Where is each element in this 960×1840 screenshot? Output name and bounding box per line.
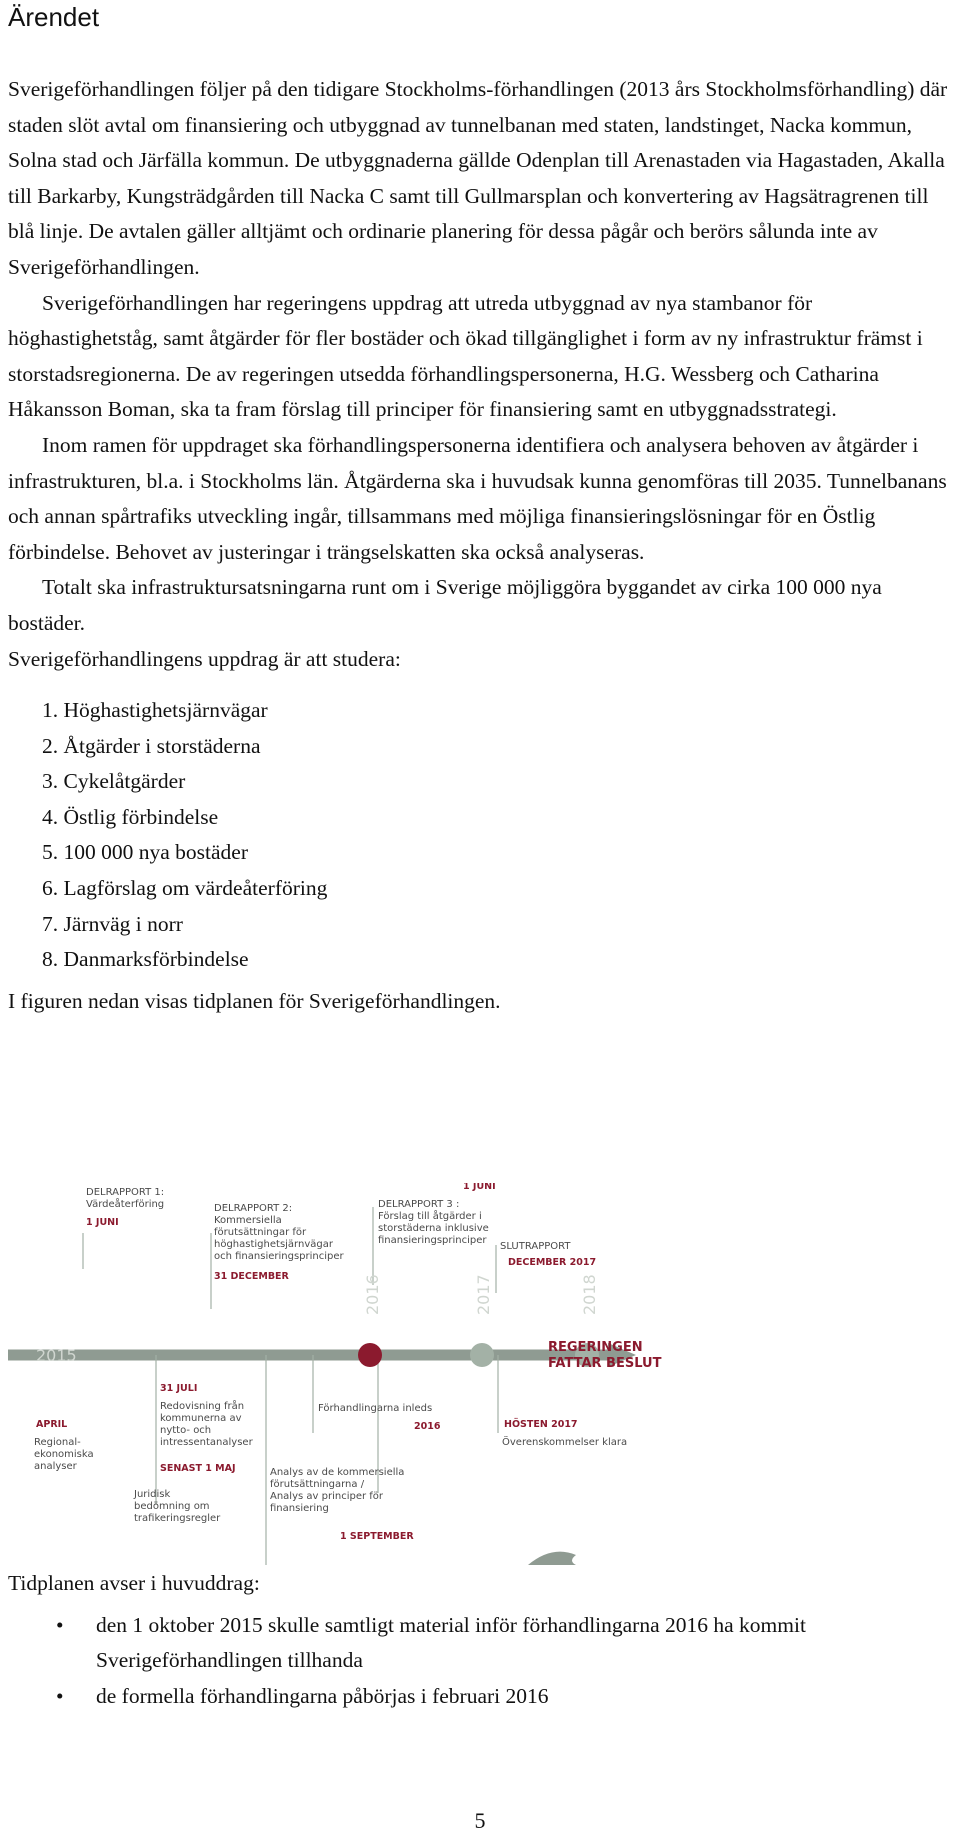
study-list [8,693,956,978]
list-item: 3. Cykelåtgärder [42,769,186,794]
list-item: 4. Östlig förbindelse [42,804,219,829]
forhandlingarna-label: Förhandlingarna inleds [318,1403,433,1414]
delrapport3-line: finansieringsprinciper [378,1235,487,1246]
juli-date: 31 JULI [160,1383,198,1394]
delrapport2-line: och finansieringsprinciper [214,1251,344,1262]
body-text [8,72,956,1019]
paragraph: Sverigeförhandlingen har regeringens uppdrag att utreda utbyggnad av nya stambanor för höghastighetståg, samt åtgärder för fler bostäder och ökad tillgänglighet i form av ny infrastruktur främst i storstadsregionerna. De av regeringen utsedda förhandlingspersonerna, H.G. Wessberg och Catharina Håkansson Boman, ska ta fram förslag till principer för finansiering samt en utbyggnadsstrategi. [8,290,923,422]
regional-line: analyser [34,1461,77,1472]
timeline-graphic [8,1183,680,1565]
paragraph: Totalt ska infrastruktursatsningarna runt om i Sverige möjliggöra byggandet av cirka 100 000 nya bostäder. [8,575,882,635]
list-item: 7. Järnväg i norr [42,911,183,936]
bullet-symbol: • [56,1683,64,1708]
delrapport1-title: DELRAPPORT 1: [86,1187,165,1198]
analys-line: Analys av principer för [270,1491,384,1502]
april-date: APRIL [36,1419,68,1430]
timeline-node-2016 [358,1343,382,1367]
delrapport2-line: DELRAPPORT 2: [214,1203,293,1214]
delrapport1-sub: Värdeåterföring [86,1199,165,1210]
hosten-date: HÖSTEN 2017 [504,1419,578,1430]
bullet-symbol: • [56,1612,64,1637]
redovisning-line: nytto- och [160,1425,212,1436]
list-item: 1. Höghastighetsjärnvägar [42,698,268,723]
delrapport3-line: DELRAPPORT 3 : [378,1199,460,1210]
overens-label: Överenskommelser klara [502,1437,628,1448]
year-label: 2016 [363,1274,382,1315]
delrapport3-date: 1 JUNI [463,1183,496,1192]
redovisning-line: intressentanalyser [160,1437,253,1448]
list-item: 5. 100 000 nya bostäder [42,840,249,865]
senast-date: SENAST 1 MAJ [160,1463,236,1474]
juridisk-line: bedömning om [134,1501,210,1512]
section-heading: Ärendet [8,2,100,32]
list-item: 8. Danmarksförbindelse [42,947,249,972]
list-item: 2. Åtgärder i storstäderna [42,733,261,758]
page-number: 5 [474,1808,486,1833]
forhandlingarna-year: 2016 [414,1421,441,1432]
regeringen-line: FATTAR BESLUT [548,1356,662,1371]
paragraph: Inom ramen för uppdraget ska förhandlingspersonerna identifiera och analysera behoven av åtgärder i infrastrukturen, bl.a. i Stockholms län. Åtgärderna ska i huvudsak kunna genomföras till 2035. Tunnelbanans och annan spårtrafiks utveckling ingår, tillsammans med möjliga finansieringslösningar för en Östlig förbindelse. Behovet av justeringar i trängselskatten ska också analyseras. [8,432,947,564]
analys-line: förutsättningarna / [270,1479,365,1490]
analys-line: finansiering [270,1503,329,1514]
after-figure-text [8,1566,956,1714]
regeringen-line: REGERINGEN [548,1340,643,1355]
delrapport2-line: Kommersiella [214,1215,282,1226]
juridisk-line: trafikeringsregler [134,1513,221,1524]
delrapport1-date: 1 JUNI [86,1217,119,1228]
redovisning-line: kommunerna av [160,1413,242,1424]
redovisning-line: Redovisning från [160,1401,245,1412]
juridisk-line: Juridisk [134,1489,171,1500]
timeline-figure [8,1183,680,1565]
delrapport2-line: höghastighetsjärnvägar [214,1239,333,1250]
slutrapport-title: SLUTRAPPORT [500,1241,571,1252]
regional-line: Regional- [34,1437,81,1448]
analys-line: Analys av de kommersiella [270,1467,405,1478]
timeline-node-2017 [470,1343,494,1367]
delrapport3-line: Förslag till åtgärder i [378,1211,482,1222]
after-intro: Tidplanen avser i huvuddrag: [8,1571,260,1595]
list-item: 6. Lagförslag om värdeåterföring [42,876,328,901]
delrapport2-date: 31 DECEMBER [214,1271,289,1282]
logo-mark [528,1552,576,1565]
regional-line: ekonomiska [34,1449,94,1460]
bullet-list [8,1608,956,1715]
september-date: 1 SEPTEMBER [340,1531,414,1542]
bullet-item: • de formella förhandlingarna påbörjas i februari 2016 [8,1679,956,1715]
year-label: 2015 [36,1346,77,1365]
bullet-item: • den 1 oktober 2015 skulle samtligt material inför förhandlingarna 2016 ha kommit Sverigeförhandlingen tillhanda [8,1608,956,1679]
delrapport3-line: storstäderna inklusive [378,1223,489,1234]
slutrapport-date: DECEMBER 2017 [508,1257,597,1268]
paragraph: Sverigeförhandlingen följer på den tidigare Stockholms-förhandlingen (2013 års Stockholmsförhandling) där staden slöt avtal om finansiering och utbyggnad av tunnelbanan med staten, landstinget, Nacka kommun, Solna stad och Järfälla kommun. De utbyggnaderna gällde Odenplan till Arenastaden via Hagastaden, Akalla till Barkarby, Kungsträdgården till Nacka C samt till Gullmarsplan och konvertering av Hagsätragrenen till blå linje. De avtalen gäller alltjämt och ordinarie planering för dessa pågår och berörs sålunda inte av Sverigeförhandlingen. [8,77,948,279]
year-label: 2018 [580,1274,599,1315]
figure-intro: I figuren nedan visas tidplanen för Sverigeförhandlingen. [8,988,501,1013]
year-label: 2017 [474,1274,493,1315]
list-intro: Sverigeförhandlingens uppdrag är att studera: [8,646,401,671]
delrapport2-line: förutsättningar för [214,1227,307,1238]
